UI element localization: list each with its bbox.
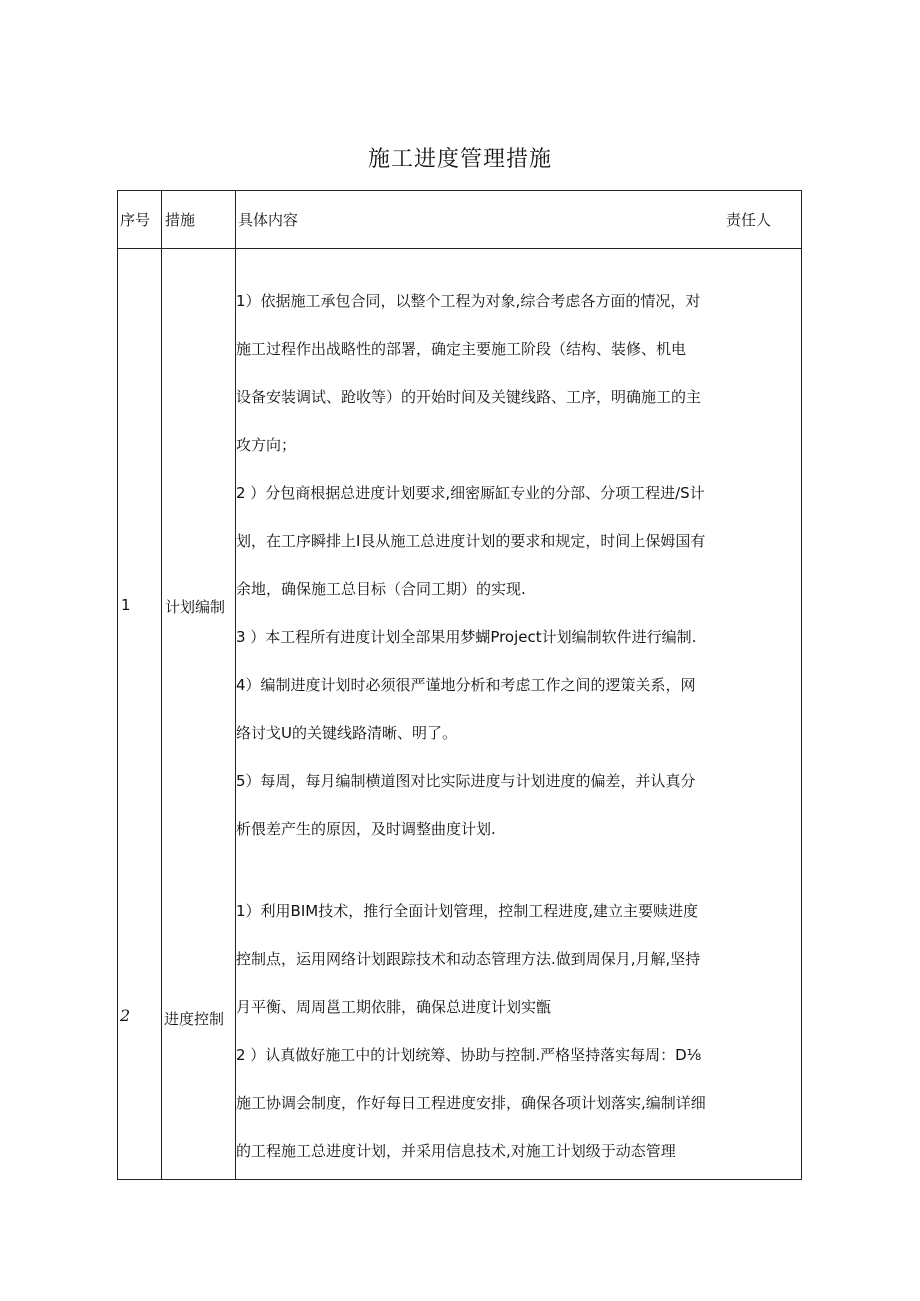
content-line: 施工协调会制度，作好每日工程进度安排，确保各项计划落实,编制详细: [236, 1094, 706, 1112]
content-line: 络讨戈U的关键线路清晰、明了。: [236, 724, 457, 742]
content-line: 余地，确保施工总目标（合同工期）的实现.: [236, 580, 526, 598]
header-measure: 措施: [162, 191, 236, 249]
row-measure: 进度控制: [164, 1010, 225, 1028]
content-line: 设备安装调试、跄收等）的开始时间及关键线路、工序，明确施工的主: [236, 388, 702, 406]
row-no: 2: [120, 1006, 131, 1025]
content-line: 的工程施工总进度计划，并采用信息技术,对施工计划级于动态管理: [236, 1142, 676, 1160]
row-content: [236, 249, 802, 1180]
header-responsible: 责任人: [725, 211, 771, 229]
content-line: 5）每周，每月编制横道图对比实际进度与计划进度的偏差，并认真分: [236, 772, 696, 790]
content-line: 攻方向；: [236, 436, 297, 454]
content-line: 3 ）本工程所有进度计划全部果用梦蝴Project计划编制软件进行编制.: [236, 628, 697, 646]
table-row: [118, 249, 802, 1180]
header-content: 具体内容: [238, 211, 299, 229]
table-header-row: [118, 191, 802, 249]
content-line: 2 ）分包商根据总进度计划要求,细密厮缸专业的分部、分项工程进∕S计: [236, 484, 705, 502]
header-content-cell: [236, 191, 802, 249]
content-line: 析偎差产生的原因，及时调整曲度计划.: [236, 820, 496, 838]
row-measure: 计划编制: [162, 249, 236, 1180]
content-line: 月平衡、周周邕工期依腓，确保总进度计划实甑: [236, 998, 552, 1016]
content-line: 4）编制进度计划时必须很严谨地分析和考虑工作之间的逻策关系，网: [236, 676, 696, 694]
content-line: 划，在工序瞬排上I艮从施工总进度计划的要求和规定，时间上保姆国有: [236, 532, 706, 550]
header-no: 序号: [118, 191, 162, 249]
content-line: 控制点，运用网络计划跟踪技术和动态管理方法.做到周保月,月解,坚持: [236, 950, 701, 968]
content-line: 施工过程作出战略性的部署，确定主要施工阶段（结构、装修、机电: [236, 340, 687, 358]
page-title: 施工进度管理措施: [367, 147, 552, 172]
row-no: 1: [118, 249, 162, 1180]
content-line: 1）利用BIM技术，推行全面计划管理，控制工程进度,建立主要赎进度: [236, 902, 698, 920]
content-line: 1）依据施工承包合同，以整个工程为对象,综合考虑各方面的情况，对: [236, 292, 701, 310]
measures-table: [117, 190, 802, 1180]
content-line: 2 ）认真做好施工中的计划统筹、协助与控制.严格坚持落实每周：D⅛: [236, 1046, 702, 1064]
